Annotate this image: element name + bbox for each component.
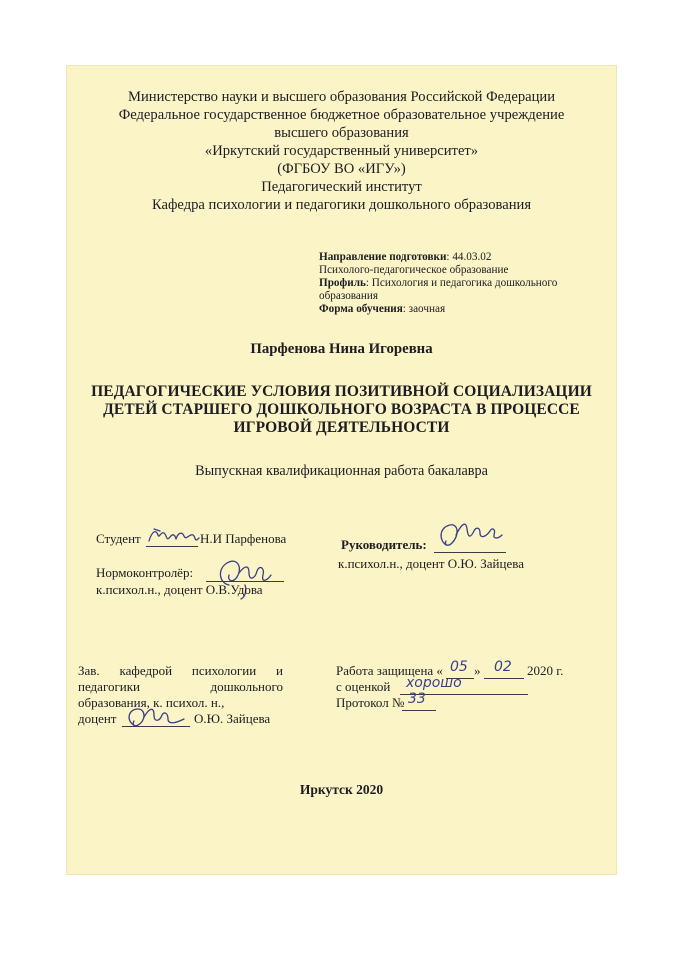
defense-year: 2020 г. [527,663,564,678]
profile-value: : Психология и педагогика дошкольного [365,277,558,289]
protocol-label: Протокол № [336,695,405,710]
normcontrol-name: к.психол.н., доцент О.В.Удова [96,582,263,597]
university-name-line: «Иркутский государственный университет» [204,143,479,159]
direction-name: Психолого-педагогическое образование [319,264,509,276]
work-type: Выпускная квалификационная работа бакалавра [195,463,488,479]
direction-label: Направление подготовки [319,251,447,263]
head-title-line-2: педагогики дошкольного [78,679,283,694]
direction-line [319,251,491,264]
head-name: О.Ю. Зайцева [194,711,271,726]
thesis-title-line-1: ПЕДАГОГИЧЕСКИЕ УСЛОВИЯ ПОЗИТИВНОЙ СОЦИАЛИЗАЦИИ [91,383,592,400]
department-line: Кафедра психологии и педагогики дошкольного образования [151,197,532,213]
university-abbr-line: (ФГБОУ ВО «ИГУ») [277,161,406,177]
profile-value-cont: образования [319,290,379,302]
profile-label: Профиль [319,277,366,289]
supervisor-label [341,537,427,553]
institute-line: Педагогический институт [261,179,422,195]
head-title-line-3: образования, к. психол. н., [78,695,225,710]
head-prefix: доцент [78,711,117,726]
defense-label: Работа защищена « [336,663,443,678]
head-signature-icon [124,703,194,731]
student-name: Н.И Парфенова [200,531,287,546]
education-level-line: высшего образования [274,125,409,141]
study-form-label: Форма обучения [319,303,403,315]
thesis-title-line-3: ИГРОВОЙ ДЕЯТЕЛЬНОСТИ [233,419,450,436]
head-title-line-1: Зав. кафедрой психологии и [78,663,283,678]
defense-quote-close: » [474,663,481,678]
institution-type-line: Федеральное государственное бюджетное образовательное учреждение [118,107,565,123]
supervisor-label-text: Руководитель: [341,537,427,552]
document-page [66,65,617,875]
city-year: Иркутск 2020 [299,782,384,797]
protocol-line [402,710,436,711]
student-label: Студент [96,531,141,546]
protocol-number: 33 [408,691,426,707]
defense-month-line [484,678,524,679]
profile-line [319,277,557,290]
normcontrol-label: Нормоконтролёр: [96,565,194,580]
supervisor-signature-icon [436,517,506,553]
supervisor-name: к.психол.н., доцент О.Ю. Зайцева [338,556,524,571]
defense-day: 05 [450,659,468,675]
direction-code: : 44.03.02 [446,251,492,263]
study-form-value: : заочная [402,303,446,315]
grade-label: с оценкой [336,679,391,694]
student-signature-icon [146,525,202,549]
ministry-line: Министерство науки и высшего образования Российской Федерации [127,89,556,105]
grade-value: хорошо [406,675,462,691]
defense-month: 02 [494,659,512,675]
thesis-title-line-2: ДЕТЕЙ СТАРШЕГО ДОШКОЛЬНОГО ВОЗРАСТА В ПРОЦЕССЕ [103,401,580,418]
study-form-line [319,303,445,316]
author-name: Парфенова Нина Игоревна [250,341,433,357]
